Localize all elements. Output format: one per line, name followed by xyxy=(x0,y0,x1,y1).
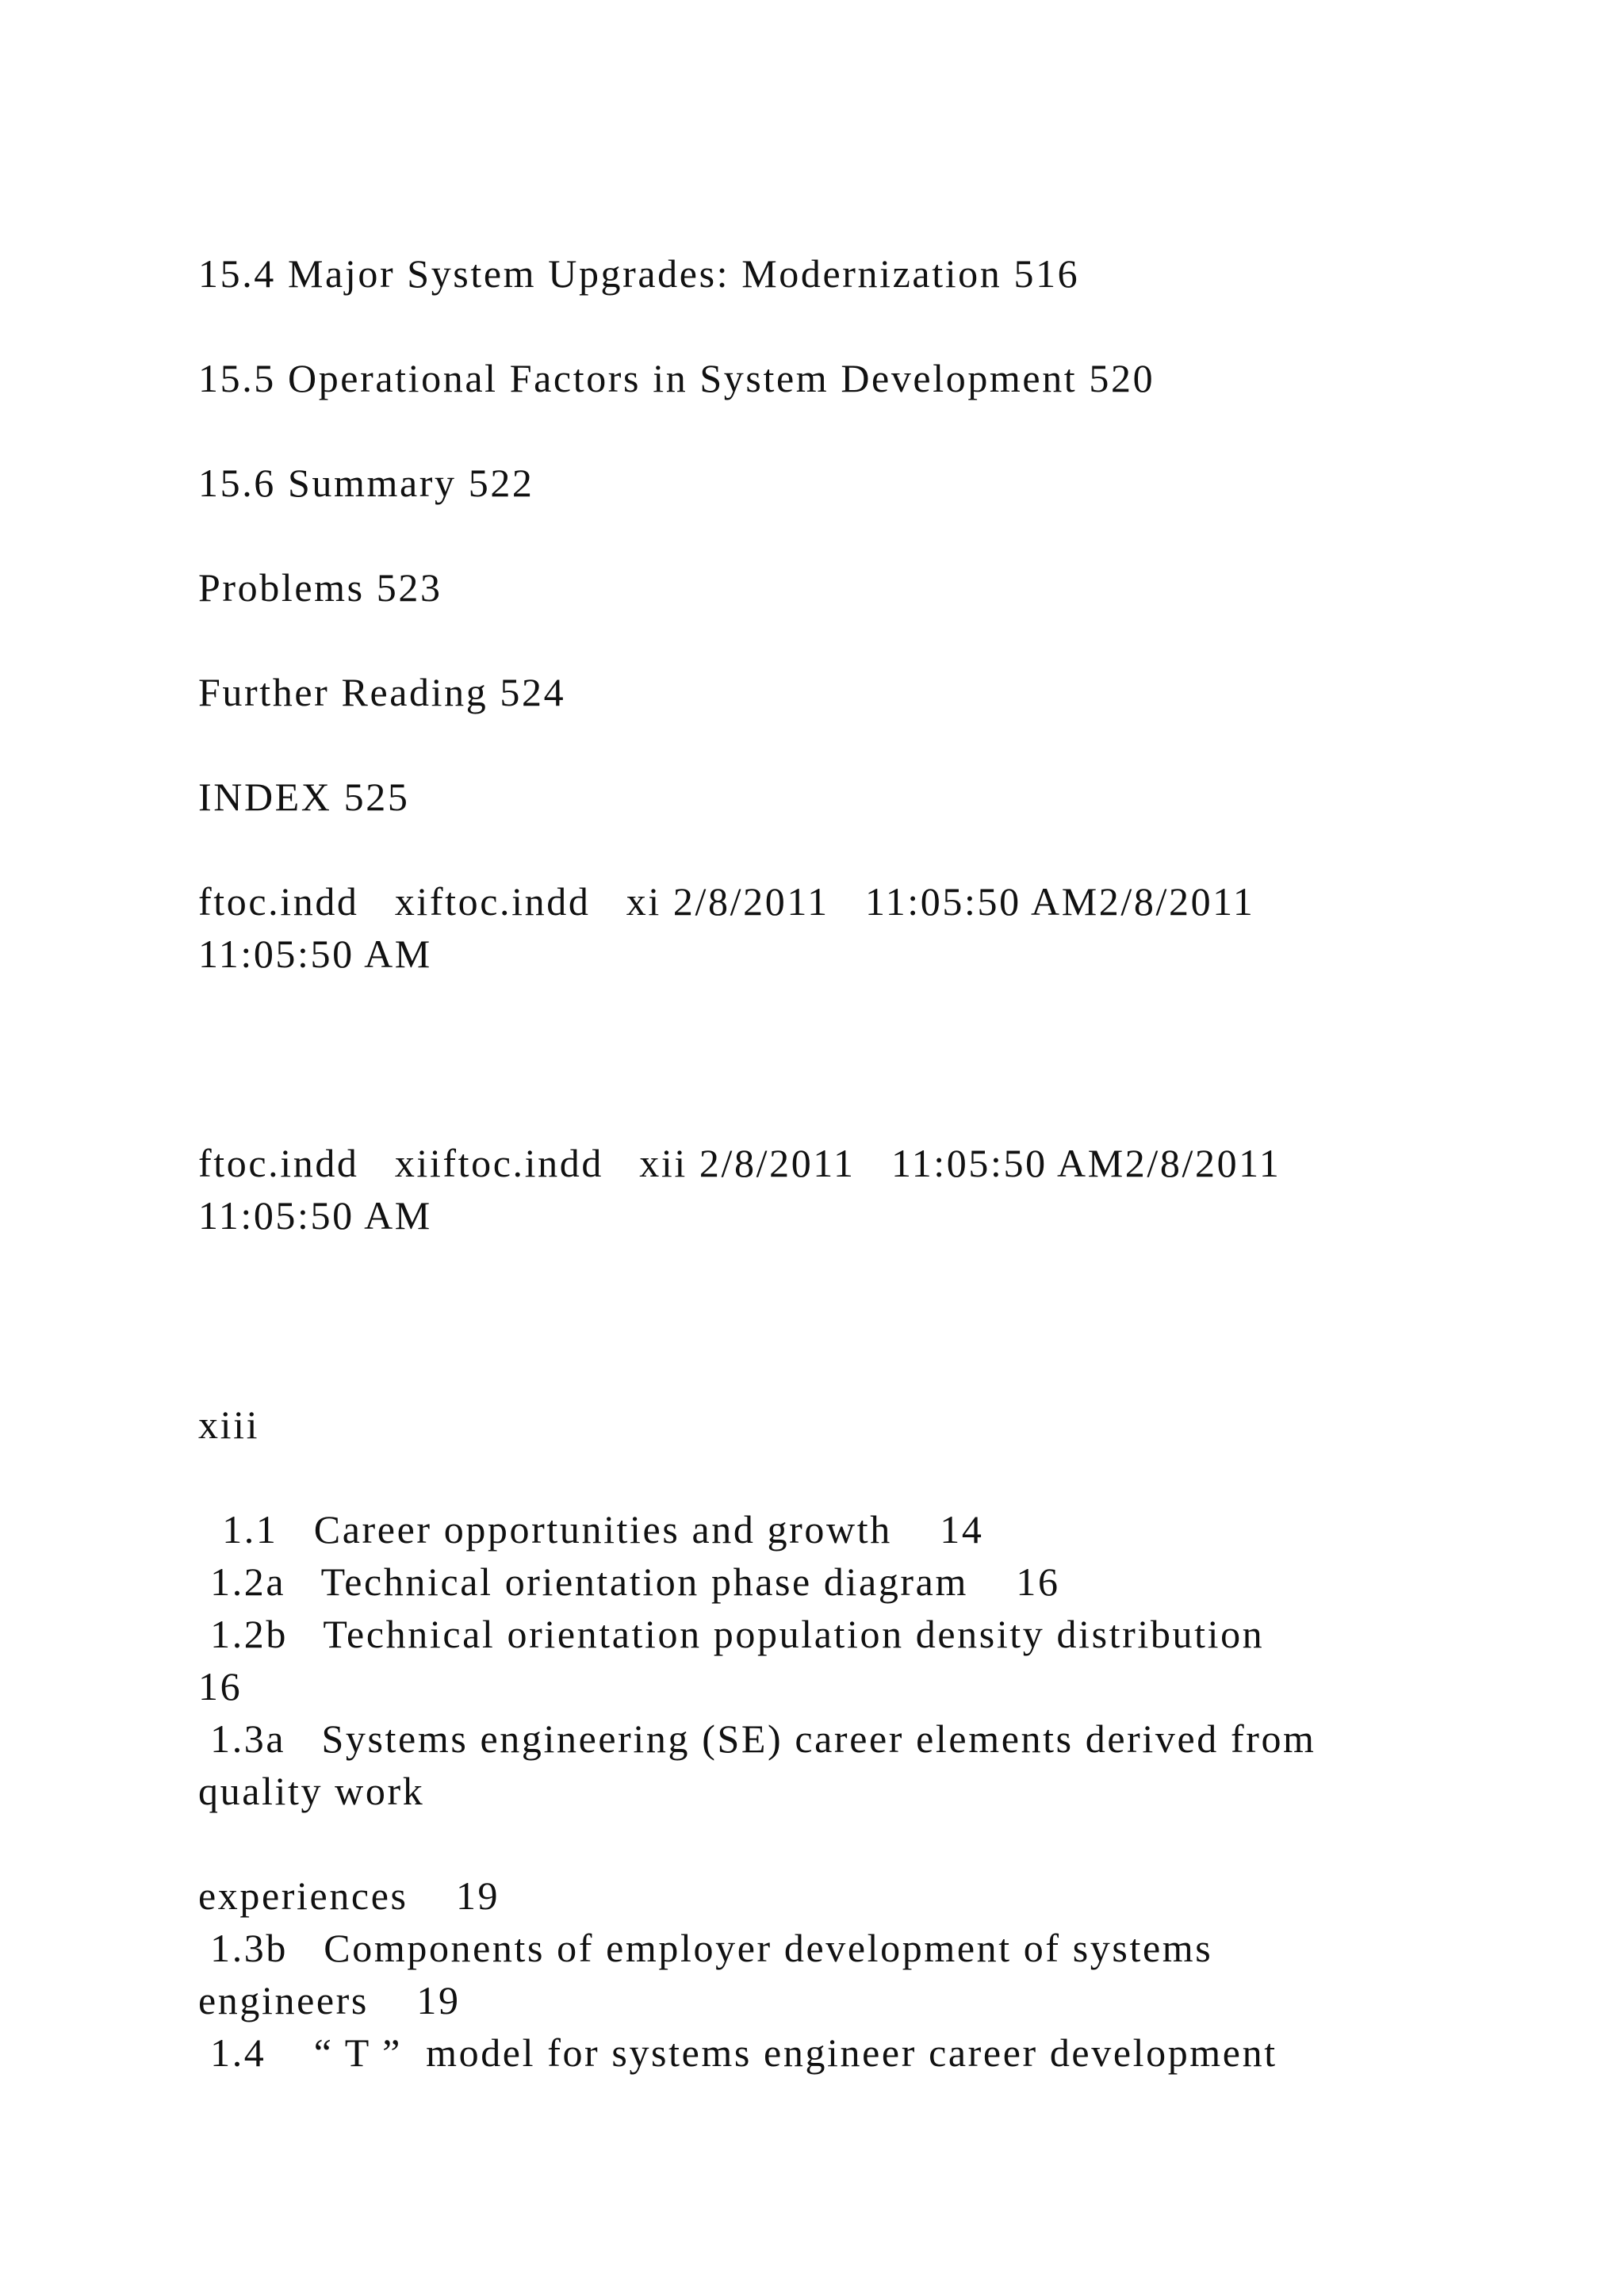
print-slug-line: 11:05:50 AM xyxy=(198,932,432,976)
figure-list-line: 1.2a Technical orientation phase diagram 16 xyxy=(198,1559,1060,1604)
toc-entry: Problems 523 xyxy=(198,565,442,610)
toc-entry: 15.6 Summary 522 xyxy=(198,461,534,505)
figure-list-line: quality work xyxy=(198,1769,425,1813)
figure-list-line: engineers 19 xyxy=(198,1978,461,2022)
toc-entry-index: INDEX 525 xyxy=(198,775,410,819)
page-number: xiii xyxy=(198,1402,260,1447)
figure-list-line: 1.3a Systems engineering (SE) career elements derived from xyxy=(198,1716,1316,1761)
print-slug-line: 11:05:50 AM xyxy=(198,1193,432,1238)
figure-list-line: 16 xyxy=(198,1664,243,1709)
figure-list-line: 1.1 Career opportunities and growth 14 xyxy=(198,1507,984,1552)
figure-list-line: 1.4 “ T ” model for systems engineer career development xyxy=(198,2030,1277,2075)
toc-entry: Further Reading 524 xyxy=(198,670,566,714)
toc-entry: 15.5 Operational Factors in System Development 520 xyxy=(198,356,1155,400)
figure-list-line: experiences 19 xyxy=(198,1873,500,1918)
figure-list-line: 1.3b Components of employer development of systems xyxy=(198,1926,1213,1970)
figure-list-line: 1.2b Technical orientation population density distribution xyxy=(198,1612,1265,1656)
print-slug-line: ftoc.indd xiftoc.indd xi 2/8/2011 11:05:50 AM2/8/2011 xyxy=(198,879,1255,924)
toc-entry: 15.4 Major System Upgrades: Modernization 516 xyxy=(198,251,1080,296)
print-slug-line: ftoc.indd xiiftoc.indd xii 2/8/2011 11:05:50 AM2/8/2011 xyxy=(198,1141,1281,1185)
